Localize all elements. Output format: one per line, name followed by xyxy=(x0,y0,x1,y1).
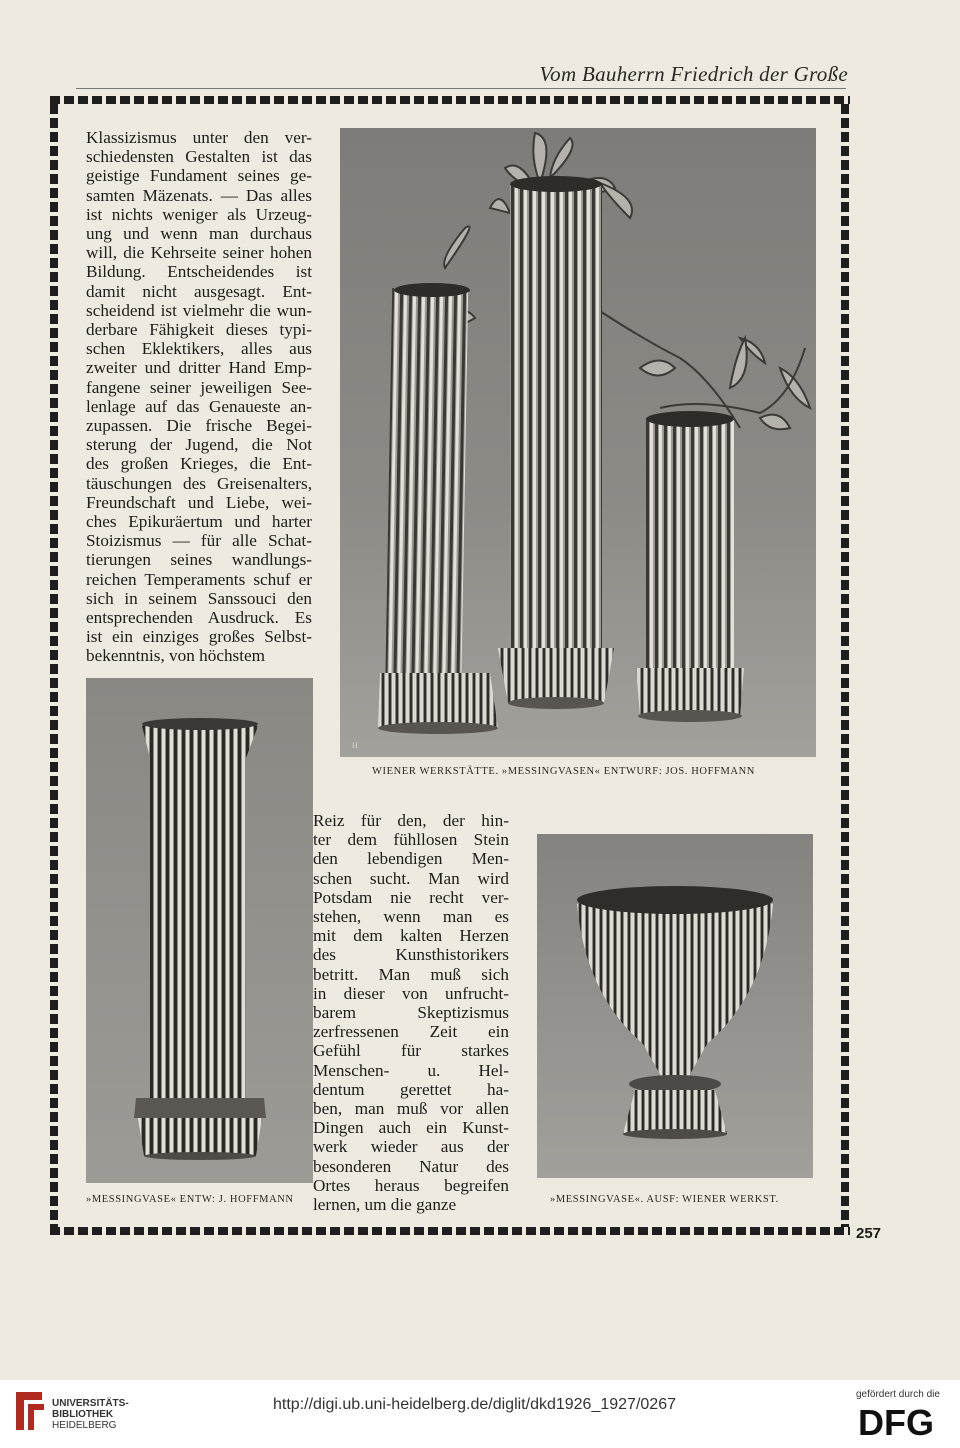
text-line: besonderen Natur des xyxy=(313,1156,509,1176)
running-title: Vom Bauherrn Friedrich der Große xyxy=(539,62,848,86)
library-line3: HEIDELBERG xyxy=(52,1420,117,1431)
text-line: in dieser von unfrucht- xyxy=(313,983,509,1003)
library-name xyxy=(52,1398,129,1431)
frame-top-bar xyxy=(50,96,850,104)
footer-bar xyxy=(0,1380,960,1448)
text-line: Potsdam nie recht ver- xyxy=(313,887,509,907)
dfg-logo xyxy=(858,1403,948,1443)
dfg-logo-text: DFG xyxy=(858,1403,934,1439)
text-line: zupassen. Die frische Begei- xyxy=(86,416,312,436)
text-line: schen sucht. Man wird xyxy=(313,868,509,888)
text-line: lenlage auf das Genaueste an- xyxy=(86,396,312,416)
text-line: bekenntnis, von höchstem xyxy=(86,646,266,666)
text-line: schen Eklektikers, alles aus xyxy=(86,339,312,359)
text-line: stehen, wenn man es xyxy=(313,907,509,927)
text-line: Bildung. Entscheidendes ist xyxy=(86,262,312,282)
text-line: ches Epikuräertum und harter xyxy=(86,512,312,532)
text-line: sich in seinem Sanssouci den xyxy=(86,588,312,608)
text-line: samten Mäzenats. — Das alles xyxy=(86,185,312,205)
text-line: ist ein einziges großes Selbst- xyxy=(86,627,312,647)
caption-top-photo: WIENER WERKSTÄTTE. »MESSINGVASEN« ENTWURF: JOS. HOFFMANN xyxy=(372,766,755,777)
text-line: entsprechenden Ausdruck. Es xyxy=(86,608,312,628)
text-line: täuschungen des Greisenalters, xyxy=(86,473,312,493)
text-line: Menschen- u. Hel- xyxy=(313,1060,509,1080)
text-line: derbare Fähigkeit dieses typi- xyxy=(86,320,312,340)
svg-text:H: H xyxy=(352,741,358,750)
text-line: geistige Fundament seines ge- xyxy=(86,166,312,186)
library-line2: BIBLIOTHEK xyxy=(52,1409,114,1420)
library-line1: UNIVERSITÄTS- xyxy=(52,1398,129,1409)
text-line: Gefühl für starkes xyxy=(313,1041,509,1061)
body-text-left xyxy=(86,128,312,666)
text-line: Klassizismus unter den ver- xyxy=(86,128,312,147)
text-line: werk wieder aus der xyxy=(313,1137,509,1157)
body-text-middle xyxy=(313,811,509,1214)
funded-by-text: gefördert durch die xyxy=(856,1389,940,1400)
text-line: zweiter und dritter Hand Emp- xyxy=(86,358,312,378)
text-line: barem Skeptizismus xyxy=(313,1003,509,1023)
text-line: sterung der Jugend, die Not xyxy=(86,435,312,455)
text-line: reichen Temperaments schuf er xyxy=(86,569,312,589)
text-line: lernen, um die ganze xyxy=(313,1195,457,1215)
text-line: fangene seiner jeweiligen See- xyxy=(86,377,312,397)
text-line: des großen Krieges, die Ent- xyxy=(86,454,312,474)
text-line: Stoizismus — für alle Schat- xyxy=(86,531,312,551)
text-line: ist nichts weniger als Urzeug- xyxy=(86,204,312,224)
header-rule xyxy=(76,88,846,89)
text-line: Dingen auch ein Kunst- xyxy=(313,1118,509,1138)
caption-right-photo: »MESSINGVASE«. AUSF: WIENER WERKST. xyxy=(550,1194,779,1205)
photo-three-vases xyxy=(340,128,816,757)
text-line: Reiz für den, der hin- xyxy=(313,811,509,830)
text-line: dentum gerettet ha- xyxy=(313,1079,509,1099)
text-line: ben, man muß vor allen xyxy=(313,1099,509,1119)
text-line: den lebendigen Men- xyxy=(313,849,509,869)
library-logo-icon xyxy=(12,1388,48,1438)
page-number: 257 xyxy=(856,1225,882,1242)
frame-left-bar xyxy=(50,104,58,1227)
text-line: ter dem fühllosen Stein xyxy=(313,830,509,850)
text-line: mit dem kalten Herzen xyxy=(313,926,509,946)
photo-bowl-vase xyxy=(537,834,813,1178)
text-line: Freundschaft und Liebe, wei- xyxy=(86,492,312,512)
source-url-link[interactable]: http://digi.ub.uni-heidelberg.de/diglit/dkd1926_1927/0267 xyxy=(273,1396,676,1413)
photo-tall-vase xyxy=(86,678,313,1183)
frame-right-bar xyxy=(841,104,849,1227)
text-line: des Kunsthistorikers xyxy=(313,945,509,965)
text-line: scheidend ist vielmehr die wun- xyxy=(86,300,312,320)
text-line: schiedensten Gestalten ist das xyxy=(86,147,312,167)
text-line: betritt. Man muß sich xyxy=(313,964,509,984)
text-line: ung und wenn man durchaus xyxy=(86,224,312,244)
text-line: zerfressenen Zeit ein xyxy=(313,1022,509,1042)
caption-left-photo: »MESSINGVASE« ENTW: J. HOFFMANN xyxy=(86,1194,294,1205)
text-line: Ortes heraus begreifen xyxy=(313,1175,509,1195)
text-line: damit nicht ausgesagt. Ent- xyxy=(86,281,312,301)
text-line: will, die Kehrseite seiner hohen xyxy=(86,243,312,263)
frame-bottom-bar xyxy=(50,1227,850,1235)
text-line: tierungen seines wandlungs- xyxy=(86,550,312,570)
